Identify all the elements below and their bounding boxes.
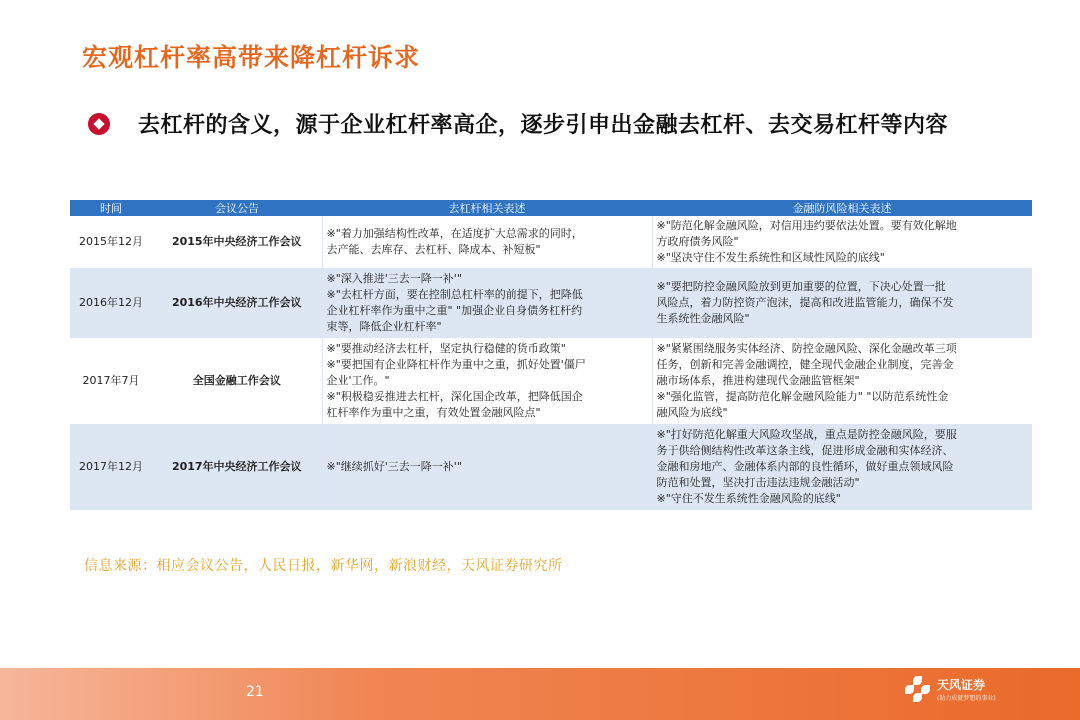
subtitle-row	[88, 108, 948, 139]
cell-finrisk	[652, 216, 1032, 268]
cell-text-line: ※"要把防控金融风险放到更加重要的位置，下决心处置一批	[656, 280, 946, 293]
cell-delever	[322, 338, 652, 424]
cell-text-line: 束等，降低企业杠杆率"	[326, 320, 442, 333]
cell-text-line: 任务，创新和完善金融调控，健全现代金融企业制度，完善金	[656, 358, 954, 371]
cell-time: 2017年12月	[70, 424, 152, 510]
cell-text-line: ※"紧紧围绕服务实体经济、防控金融风险、深化金融改革三项	[656, 342, 957, 355]
cell-finrisk	[652, 424, 1032, 510]
cell-delever	[322, 216, 652, 268]
logo-text: 天风证券 (助力成就梦想的事业)	[937, 678, 996, 702]
meeting-table	[70, 200, 1032, 510]
cell-text-line: ※"要把国有企业降杠杆作为重中之重，抓好处置'僵尸	[326, 358, 586, 371]
company-logo	[905, 676, 996, 702]
cell-delever	[322, 424, 652, 510]
cell-text-line: ※"积极稳妥推进去杠杆，深化国企改革，把降低国企	[326, 390, 583, 403]
table-row	[70, 424, 1032, 510]
subtitle: 去杠杆的含义，源于企业杠杆率高企，逐步引申出金融去杠杆、去交易杠杆等内容	[138, 113, 949, 138]
cell-delever	[322, 268, 652, 338]
cell-text-line: 去产能、去库存、去杠杆、降成本、补短板"	[326, 243, 541, 256]
cell-text-line: 务于供给侧结构性改革这条主线，促进形成金融和实体经济、	[656, 444, 954, 457]
cell-text-line: ※"守住不发生系统性金融风险的底线"	[656, 492, 841, 505]
cell-text-line: 杠杆率作为重中之重，有效处置金融风险点"	[326, 406, 541, 419]
header-delever: 去杠杆相关表述	[322, 200, 652, 216]
cell-text-line: ※"打好防范化解重大风险攻坚战，重点是防控金融风险，要服	[656, 428, 957, 441]
cell-finrisk	[652, 268, 1032, 338]
cell-text-line: 方政府债务风险"	[656, 235, 739, 248]
cell-time: 2017年7月	[70, 338, 152, 424]
cell-meeting: 2015年中央经济工作会议	[152, 216, 322, 268]
table-row	[70, 268, 1032, 338]
cell-text-line: 企业杠杆率作为重中之重" "加强企业自身债务杠杆约	[326, 304, 583, 317]
cell-meeting: 全国金融工作会议	[152, 338, 322, 424]
cell-text-line: ※"深入推进'三去一降一补'"	[326, 272, 462, 285]
cell-text-line: 生系统性金融风险"	[656, 312, 750, 325]
cell-meeting: 2017年中央经济工作会议	[152, 424, 322, 510]
flower-logo-icon	[905, 676, 931, 702]
footer-bar	[0, 668, 1080, 720]
cell-text-line: ※"去杠杆方面，要在控制总杠杆率的前提下，把降低	[326, 288, 583, 301]
header-time: 时间	[70, 200, 152, 216]
cell-time: 2016年12月	[70, 268, 152, 338]
cell-text-line: ※"继续抓好'三去一降一补'"	[326, 460, 462, 473]
cell-time: 2015年12月	[70, 216, 152, 268]
cell-text-line: 企业'工作。"	[326, 374, 390, 387]
cell-text-line: ※"着力加强结构性改革，在适度扩大总需求的同时，	[326, 227, 583, 240]
cell-text-line: ※"强化监管，提高防范化解金融风险能力" "以防范系统性金	[656, 390, 949, 403]
table-row	[70, 338, 1032, 424]
cell-text-line: 金融和房地产、金融体系内部的良性循环，做好重点领域风险	[656, 460, 954, 473]
cell-text-line: ※"防范化解金融风险，对信用违约要依法处置。要有效化解地	[656, 219, 957, 232]
cell-text-line: 防范和处置，坚决打击违法违规金融活动"	[656, 476, 860, 489]
header-finrisk: 金融防风险相关表述	[652, 200, 1032, 216]
page-number: 21	[246, 684, 264, 700]
table-row	[70, 216, 1032, 268]
bullet-icon	[88, 113, 110, 135]
cell-text-line: 融风险为底线"	[656, 406, 728, 419]
slide-title: 宏观杠杆率高带来降杠杆诉求	[82, 43, 421, 72]
cell-meeting: 2016年中央经济工作会议	[152, 268, 322, 338]
cell-text-line: ※"坚决守住不发生系统性和区域性风险的底线"	[656, 251, 885, 264]
cell-finrisk	[652, 338, 1032, 424]
header-meeting: 会议公告	[152, 200, 322, 216]
cell-text-line: 风险点，着力防控资产泡沫，提高和改进监管能力，确保不发	[656, 296, 954, 309]
cell-text-line: 融市场体系，推进构建现代金融监管框架"	[656, 374, 860, 387]
source-note: 信息来源：相应会议公告，人民日报，新华网，新浪财经，天风证券研究所	[84, 558, 563, 574]
cell-text-line: ※"要推动经济去杠杆，坚定执行稳健的货币政策"	[326, 342, 566, 355]
table-header-row	[70, 200, 1032, 216]
